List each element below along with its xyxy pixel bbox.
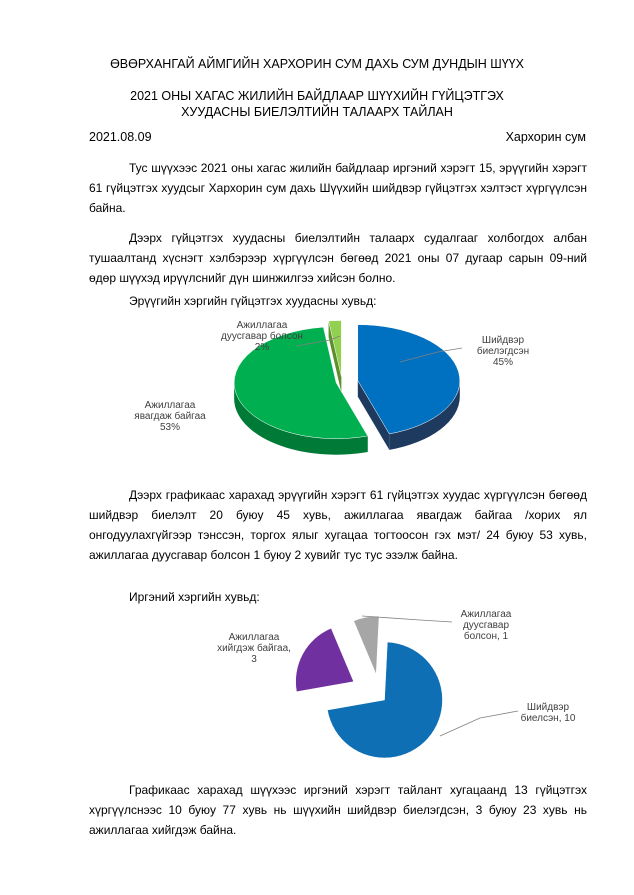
document-title: ӨВӨРХАНГАЙ АЙМГИЙН ХАРХОРИН СУМ ДАХЬ СУМ ДУНДЫН ШҮҮХ — [110, 57, 524, 71]
pie1-label-1: Ажиллагаа явагдаж байгаа 53% — [134, 400, 206, 433]
civil-cases-pie-chart — [0, 600, 634, 775]
pie2-slice-1 — [296, 628, 354, 692]
paragraph-criminal-analysis: Дээрх графикаас харахад эрүүгийн хэрэгт 61 гүйцэтгэх хуудас хүргүүлсэн бөгөөд шийдвэр биелэлт 20 буюу 45 хувь, ажиллагаа явагдаж байгаа /хорих ял онгодуулахгүйгээр тэнссэн, торгох ялыг хугацаа тогтоосон гэх мэт/ 24 буюу 53 хувь, ажиллагаа дуусгавар болсон 1 буюу 2 хувийг тус тус эзэлж байна. — [89, 488, 587, 562]
pie2-slice-2 — [354, 616, 379, 674]
pie2-label-0: Шийдвэр биелсэн, 10 — [520, 702, 576, 724]
pie2-leader-line-0 — [440, 711, 518, 736]
pie1-label-0: Шийдвэр биелэгдсэн 45% — [476, 335, 530, 368]
document-place: Хархорин сум — [505, 130, 586, 144]
caption-civil: Иргэний хэргийн хувьд: — [129, 590, 260, 604]
paragraph-intro: Тус шүүхээс 2021 оны хагас жилийн байдлаар иргэний хэрэгт 15, эрүүгийн хэрэгт 61 гүйцэтгэх хуудсыг Хархорин сум дахь Шүүхийн шийдвэр гүйцэтгэх хэлтэст хүргүүлсэн байна. — [89, 161, 587, 215]
pie2-label-2: Ажиллагаа дуусгавар болсон, 1 — [460, 609, 512, 642]
caption-criminal: Эрүүгийн хэргийн гүйцэтгэх хуудасны хувьд: — [129, 294, 377, 308]
document-date: 2021.08.09 — [89, 130, 152, 144]
pie2-label-1: Ажиллагаа хийгдэж байгаа, 3 — [217, 632, 291, 665]
pie2-slice-0 — [327, 642, 442, 758]
paragraph-civil-analysis: Графикаас харахад шүүхээс иргэний хэрэгт тайлант хугацаанд 13 гүйцэтгэх хүргүүлснээс 10 буюу 77 хувь нь шүүхийн шийдвэр биелэгдсэн, 3 буюу 23 хувь нь ажиллагаа хийгдэж байна. — [89, 783, 587, 837]
pie1-label-2: Ажиллагаа дуусгавар болсон 2% — [221, 320, 303, 353]
paragraph-survey: Дээрх гүйцэтгэх хуудасны биелэлтийн талаарх судалгааг холбогдох албан тушаалтанд хүснэгт хэлбэрээр хүргүүлсэн бөгөөд 2021 оны 07 дугаар сарын 09-ний өдөр шүүхэд ирүүлснийг дүн шинжилгээ хийсэн болно. — [89, 231, 587, 285]
document-subtitle: 2021 ОНЫ ХАГАС ЖИЛИЙН БАЙДЛААР ШҮҮХИЙН ГҮЙЦЭТГЭХ ХУУДАСНЫ БИЕЛЭЛТИЙН ТАЛААРХ ТАЙЛАН — [130, 89, 504, 119]
criminal-cases-pie-chart — [0, 310, 634, 470]
